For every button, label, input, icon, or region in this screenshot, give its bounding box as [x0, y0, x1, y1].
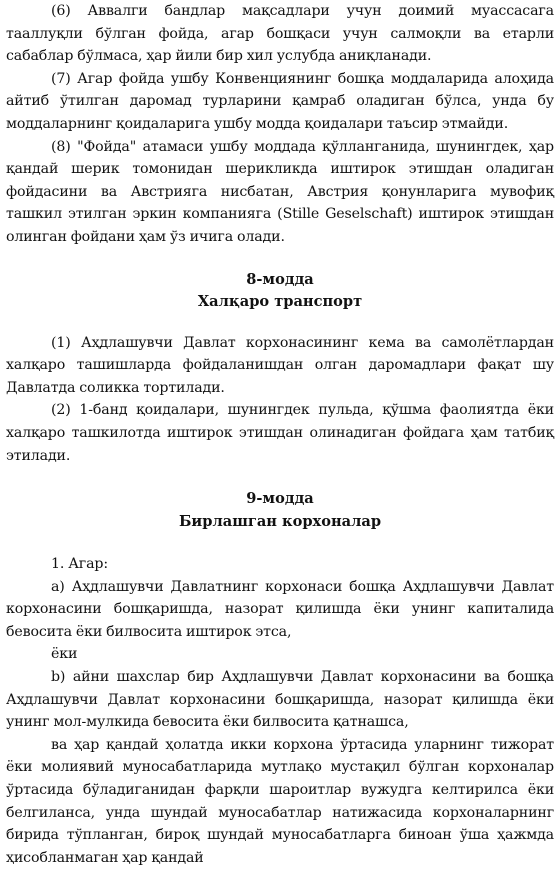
paragraph-9-or: ёки	[51, 646, 78, 663]
paragraph-9-1-cont: ва ҳар қандай ҳолатда икки корхона ўртасида уларнинг тижорат ёки молиявий муносабатларида мутлақо мустақил бўлган корхоналар ўртасида бўладиганидан фарқли шароитлар вужудга келтирилса ёки белгиланса, унда шундай муносабатлар натижасида корхоналарнинг бирида тўпланган, бироқ шундай муносабатларга биноан ўша ҳажмда ҳисобланмаган ҳар қандай	[6, 736, 554, 866]
article-8-title: Халқаро транспорт	[197, 293, 363, 311]
paragraph-9-1-b: b) айни шахслар бир Аҳдлашувчи Давлат корхонасини ва бошқа Аҳдлашувчи Давлат корхонасини бошқаришда, назорат қилишда ёки унинг мол-мулкида бевосита ёки билвосита қатнашса,	[6, 669, 554, 731]
article-9-title: Бирлашган корхоналар	[178, 512, 382, 530]
article-8-number: 8-модда	[246, 270, 314, 288]
paragraph-9-1-intro: 1. Агар:	[51, 556, 108, 573]
article-8-heading	[6, 269, 554, 314]
paragraph-7-7: (7) Агар фойда ушбу Конвенциянинг бошқа моддаларида алоҳида айтиб ўтилган даромад турларини қамраб оладиган бўлса, унда бу моддаларнинг қоидаларига ушбу модда қоидалари таъсир этмайди.	[6, 70, 554, 132]
paragraph-8-2: (2) 1-банд қоидалари, шунингдек пульда, қўшма фаолиятда ёки халқаро ташкилотда иштирок этишдан олинадиган фойдага ҳам татбиқ этилади.	[6, 402, 554, 464]
article-9-heading	[6, 488, 554, 533]
paragraph-7-8: (8) "Фойда" атамаси ушбу моддада қўлланганида, шунингдек, ҳар қандай шерик томонидан шерикликда иштирок этишдан оладиган фойдасини ва Австрияга нисбатан, Австрия қонунларига мувофиқ ташкил этилган эркин компанияга (Stille Geselschaft) иштирок этишдан олинган фойдани ҳам ўз ичига олади.	[6, 138, 554, 245]
article-9-number: 9-модда	[246, 490, 314, 508]
paragraph-7-6: (6) Аввалги бандлар мақсадлари учун доимий муассасага тааллуқли бўлган фойда, агар бошқаси учун салмоқли ва етарли сабаблар бўлмаса, ҳар йили бир хил услубда аниқланади.	[6, 3, 554, 65]
paragraph-8-1: (1) Аҳдлашувчи Давлат корхонасининг кема ва самолётлардан халқаро ташишларда фойдаланишдан олган даромадлари фақат шу Давлатда соликка тортилади.	[6, 334, 554, 396]
paragraph-9-1-a: a) Аҳдлашувчи Давлатнинг корхонаси бошқа Аҳдлашувчи Давлат корхонасини бошқаришда, назорат қилишда ёки унинг капиталида бевосита ёки билвосита иштирок этса,	[6, 578, 554, 640]
